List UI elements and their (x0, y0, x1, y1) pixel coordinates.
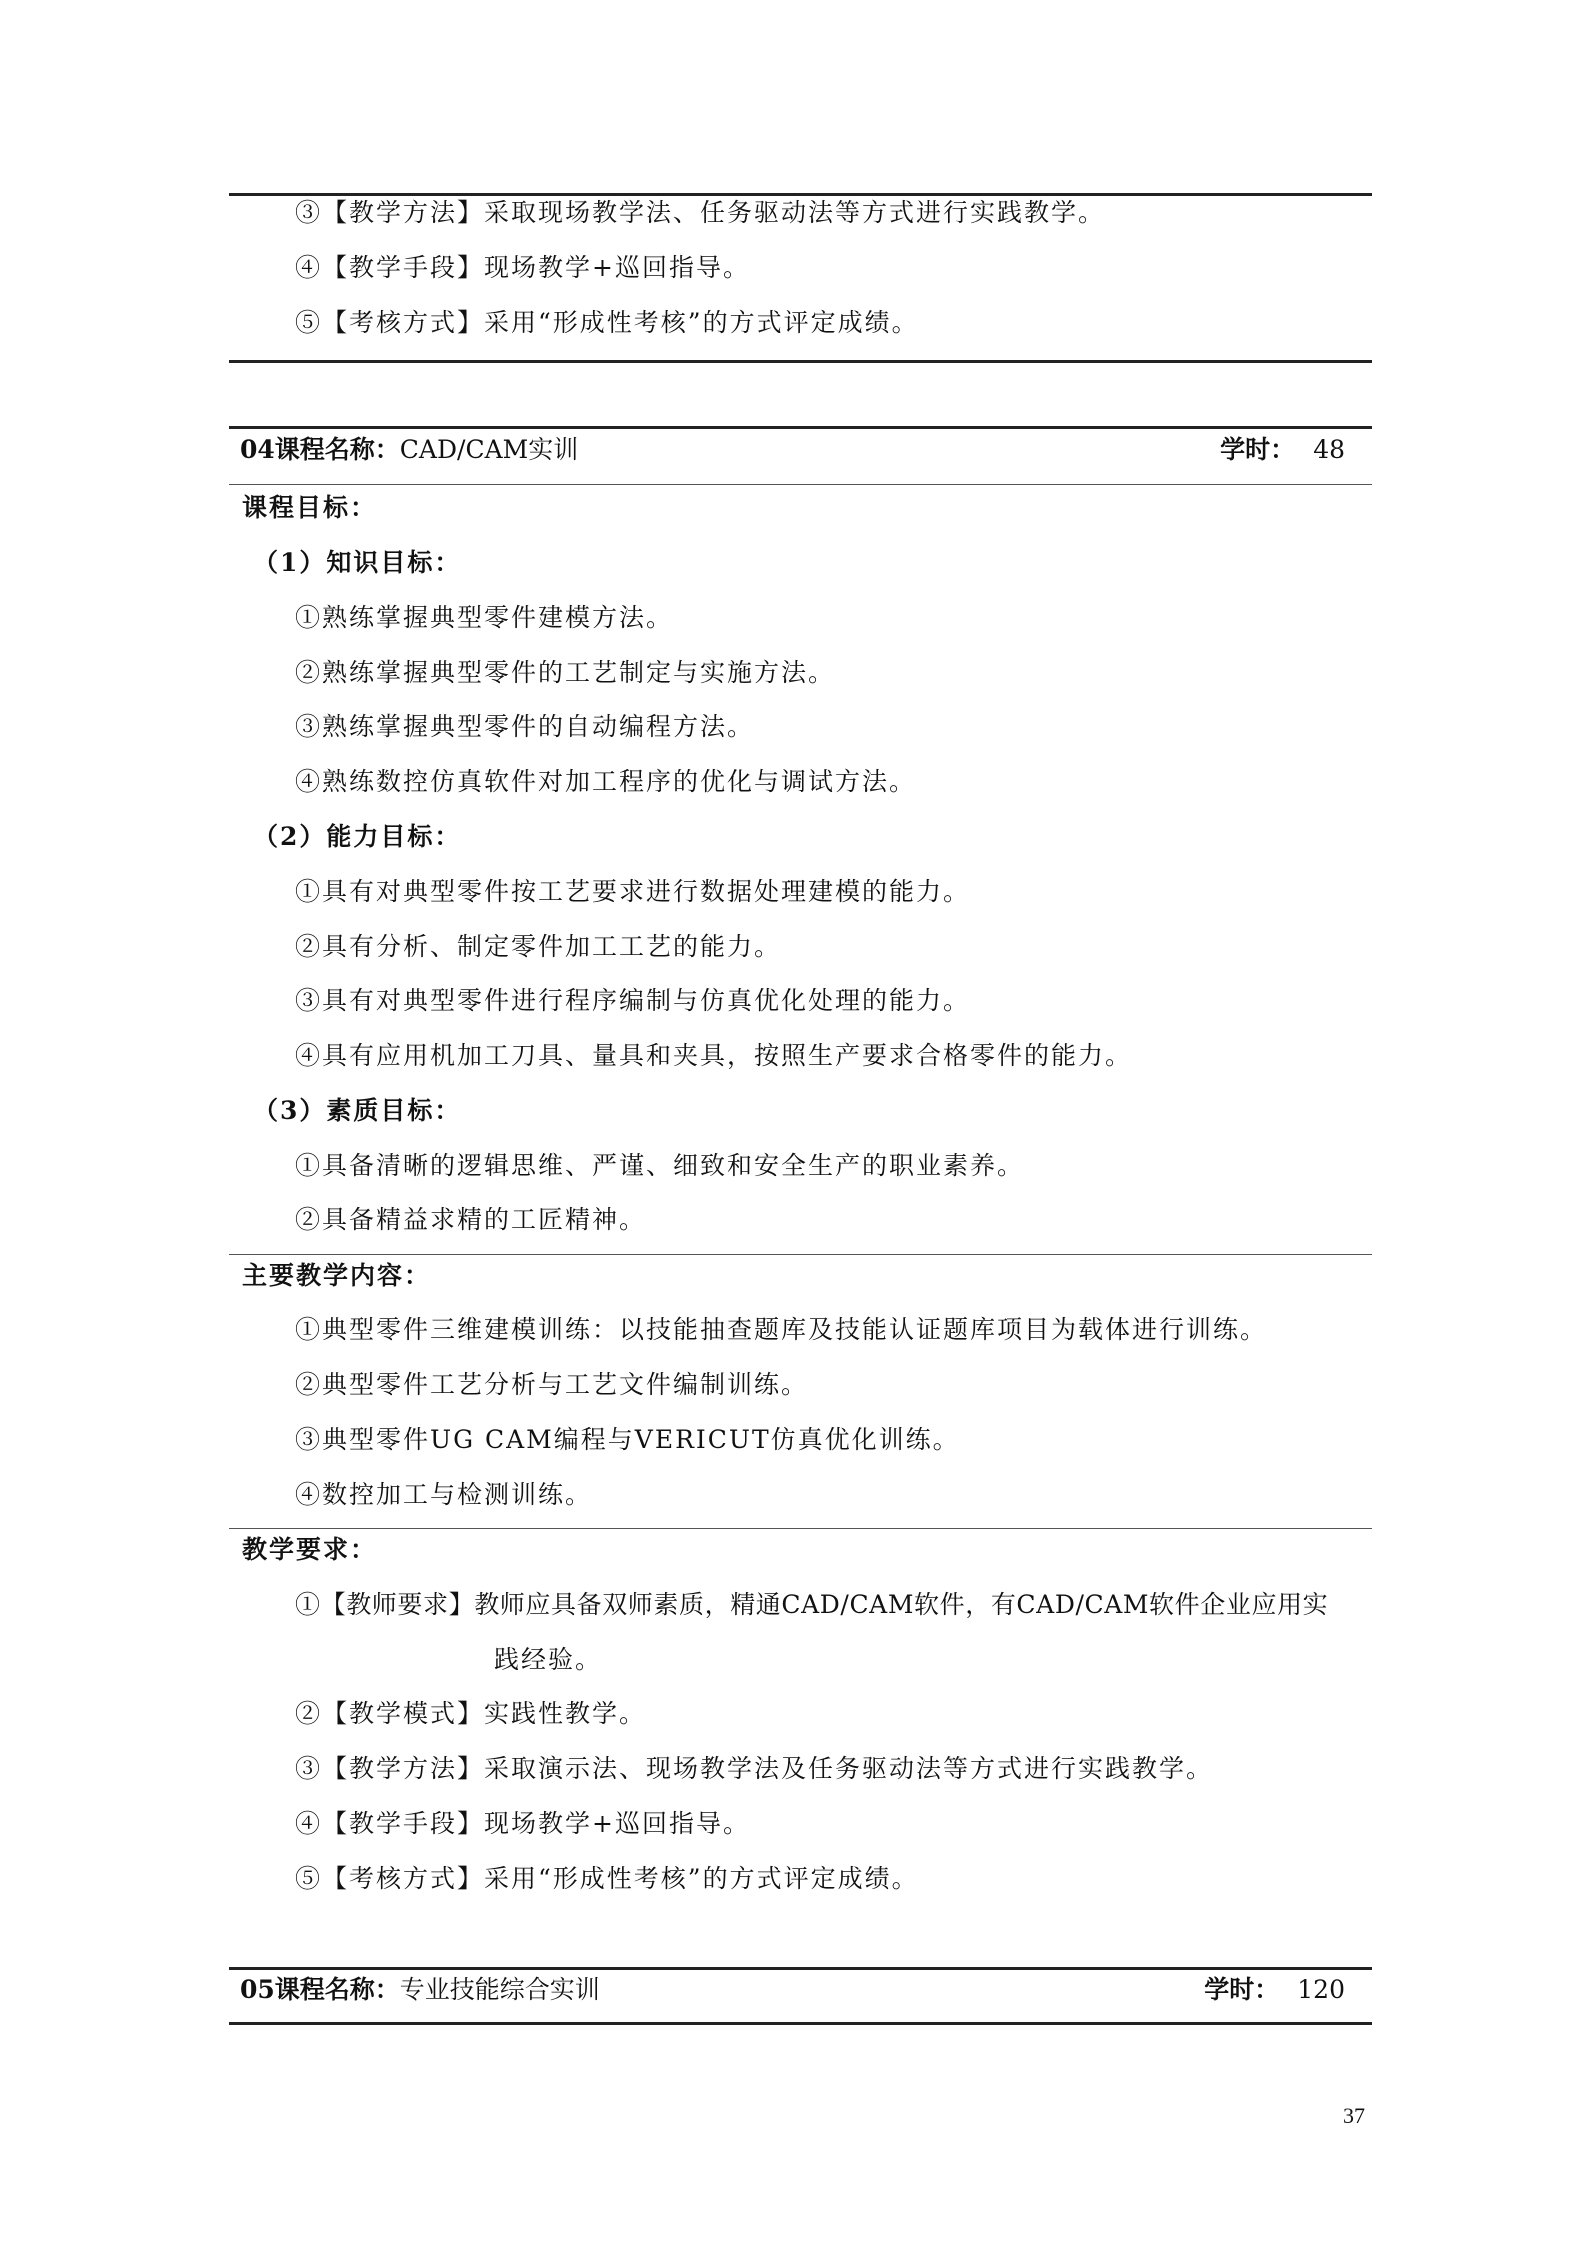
top-assessment-item: ⑤【考核方式】采用“形成性考核”的方式评定成绩。 (295, 308, 919, 337)
content-rule (229, 1254, 1372, 1255)
top-method-item: ③【教学方法】采取现场教学法、任务驱动法等方式进行实践教学。 (295, 198, 1106, 227)
course04-top-rule (229, 426, 1372, 429)
course04-hours (1220, 433, 1345, 467)
quality-item: ①具备清晰的逻辑思维、严谨、细致和安全生产的职业素养。 (295, 1151, 1025, 1180)
ability-item: ①具有对典型零件按工艺要求进行数据处理建模的能力。 (295, 877, 971, 906)
requirement-item: ②【教学模式】实践性教学。 (295, 1699, 647, 1728)
knowledge-item: ①熟练掌握典型零件建模方法。 (295, 603, 674, 632)
requirement-item-continuation: 践经验。 (494, 1645, 603, 1674)
section-end-rule (229, 360, 1372, 363)
ability-item: ②具有分析、制定零件加工工艺的能力。 (295, 932, 782, 961)
ability-title: （2）能力目标： (253, 822, 462, 851)
top-means-item: ④【教学手段】现场教学+巡回指导。 (295, 253, 750, 282)
knowledge-item: ④熟练数控仿真软件对加工程序的优化与调试方法。 (295, 767, 917, 796)
course05-header (240, 1973, 1345, 2007)
quality-item: ②具备精益求精的工匠精神。 (295, 1205, 647, 1234)
requirement-item: ④【教学手段】现场教学+巡回指导。 (295, 1809, 750, 1838)
course05-hours-label: 学时： (1204, 1975, 1280, 2004)
content-item: ③典型零件UG CAM编程与VERICUT仿真优化训练。 (295, 1425, 960, 1454)
course05-hours-value: 120 (1297, 1975, 1345, 2004)
requirements-rule (229, 1528, 1372, 1529)
requirement-item: ①【教师要求】教师应具备双师素质，精通CAD/CAM软件，有CAD/CAM软件企业应用实 (295, 1590, 1329, 1619)
ability-item: ④具有应用机加工刀具、量具和夹具，按照生产要求合格零件的能力。 (295, 1041, 1133, 1070)
course05-name-value: 专业技能综合实训 (399, 1975, 600, 2004)
page-number: 37 (1343, 2103, 1365, 2128)
course04-name-value: CAD/CAM实训 (399, 435, 579, 464)
course04-hours-label: 学时： (1220, 435, 1296, 464)
course05-name-label: 05课程名称： (240, 1975, 400, 2004)
requirement-item: ③【教学方法】采取演示法、现场教学法及任务驱动法等方式进行实践教学。 (295, 1754, 1214, 1783)
quality-title: （3）素质目标： (253, 1096, 462, 1125)
course05-top-rule (229, 1967, 1372, 1970)
knowledge-item: ②熟练掌握典型零件的工艺制定与实施方法。 (295, 658, 836, 687)
course04-hours-value: 48 (1313, 435, 1345, 464)
requirement-item: ⑤【考核方式】采用“形成性考核”的方式评定成绩。 (295, 1864, 919, 1893)
knowledge-title: （1）知识目标： (253, 548, 462, 577)
requirements-title: 教学要求： (242, 1535, 378, 1564)
course04-name-label: 04课程名称： (240, 435, 400, 464)
course04-header-rule (229, 484, 1372, 485)
goals-title: 课程目标： (242, 493, 378, 522)
course04-header (240, 433, 1345, 467)
course05-hours (1204, 1973, 1345, 2007)
content-item: ④数控加工与检测训练。 (295, 1480, 593, 1509)
course05-bottom-rule (229, 2022, 1372, 2025)
ability-item: ③具有对典型零件进行程序编制与仿真优化处理的能力。 (295, 986, 971, 1015)
content-item: ①典型零件三维建模训练：以技能抽查题库及技能认证题库项目为载体进行训练。 (295, 1315, 1268, 1344)
content-item: ②典型零件工艺分析与工艺文件编制训练。 (295, 1370, 809, 1399)
content-title: 主要教学内容： (242, 1261, 432, 1290)
knowledge-item: ③熟练掌握典型零件的自动编程方法。 (295, 712, 755, 741)
